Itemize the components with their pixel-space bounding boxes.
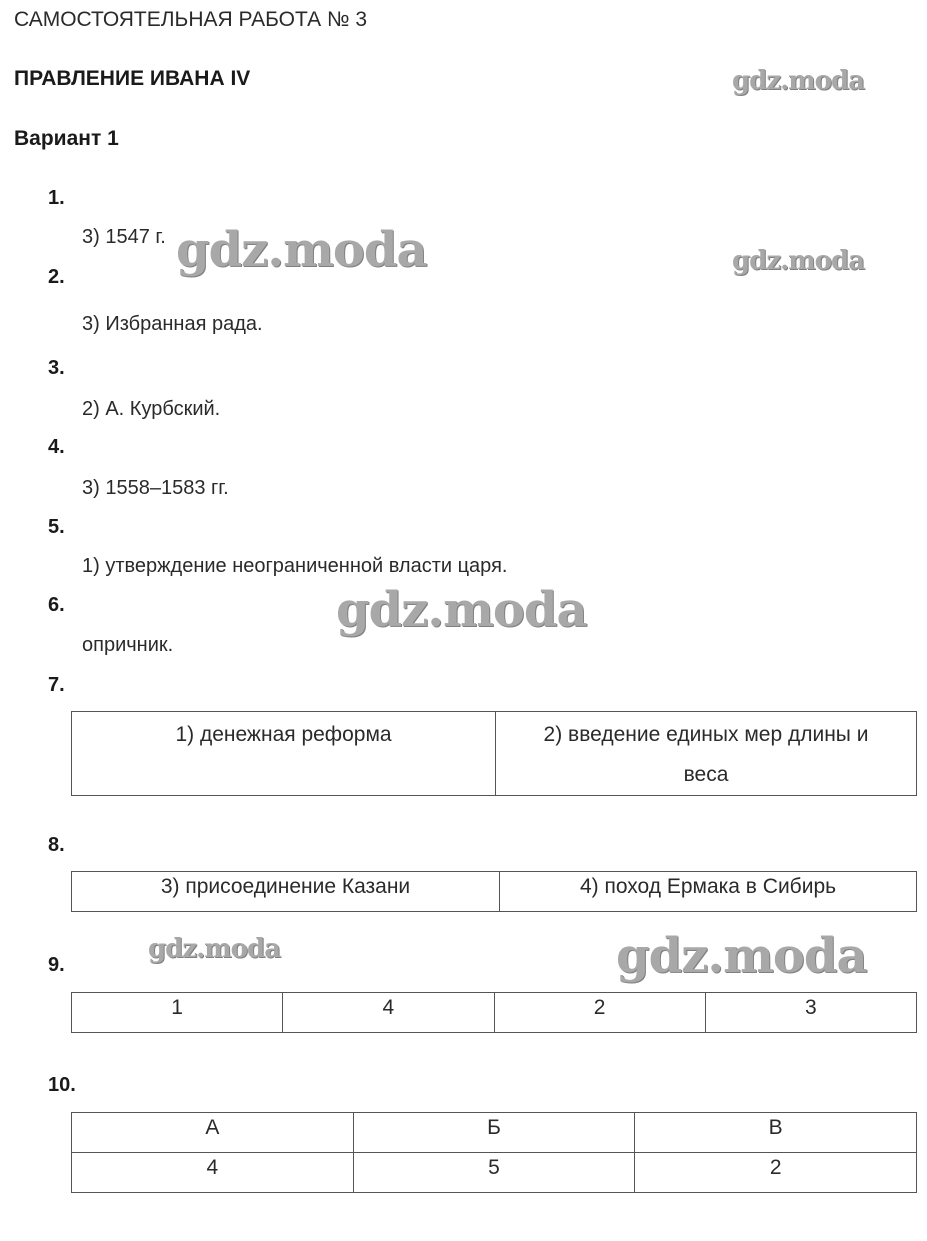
variant-label: Вариант 1	[14, 127, 119, 150]
answer-text: опричник.	[82, 634, 174, 656]
answer-text: 3) Избранная рада.	[82, 313, 263, 335]
answer-table-q10	[71, 1112, 917, 1193]
answer-text: 3) 1558–1583 гг.	[82, 477, 229, 499]
table-cell: 3) присоединение Казани	[72, 872, 500, 912]
work-title: САМОСТОЯТЕЛЬНАЯ РАБОТА № 3	[14, 8, 368, 31]
table-cell: 2	[635, 1153, 917, 1193]
watermark-logo: gdz.moda	[336, 582, 587, 638]
table-cell: 3	[705, 993, 916, 1033]
table-cell: 5	[353, 1153, 635, 1193]
answer-table-q8	[71, 871, 917, 912]
watermark-logo: gdz.moda	[616, 928, 867, 984]
question-number: 4.	[48, 436, 65, 458]
question-number: 10.	[48, 1074, 76, 1096]
table-header-cell: В	[635, 1113, 917, 1153]
table-header-cell: Б	[353, 1113, 635, 1153]
table-header-cell: А	[72, 1113, 354, 1153]
question-number: 7.	[48, 674, 65, 696]
table-cell: 4	[283, 993, 494, 1033]
answer-text: 1) утверждение неограниченной власти царя.	[82, 555, 508, 577]
watermark-logo: gdz.moda	[176, 222, 427, 278]
answer-text: 3) 1547 г.	[82, 226, 166, 248]
watermark-logo: gdz.moda	[732, 246, 865, 276]
topic-title: ПРАВЛЕНИЕ ИВАНА IV	[14, 67, 251, 90]
table-cell: 1) денежная реформа	[72, 712, 496, 796]
question-number: 9.	[48, 954, 65, 976]
answer-table-q7	[71, 711, 917, 796]
table-cell: 4	[72, 1153, 354, 1193]
question-number: 2.	[48, 266, 65, 288]
answer-text: 2) А. Курбский.	[82, 398, 221, 420]
table-cell: 1	[72, 993, 283, 1033]
question-number: 1.	[48, 187, 65, 209]
table-cell: 4) поход Ермака в Сибирь	[500, 872, 917, 912]
question-number: 6.	[48, 594, 65, 616]
watermark-logo: gdz.moda	[732, 66, 865, 96]
question-number: 5.	[48, 516, 65, 538]
answer-table-q9	[71, 992, 917, 1033]
table-cell: 2	[494, 993, 705, 1033]
table-cell: 2) введение единых мер длины и веса	[496, 712, 917, 796]
question-number: 8.	[48, 834, 65, 856]
watermark-logo: gdz.moda	[148, 934, 281, 964]
question-number: 3.	[48, 357, 65, 379]
